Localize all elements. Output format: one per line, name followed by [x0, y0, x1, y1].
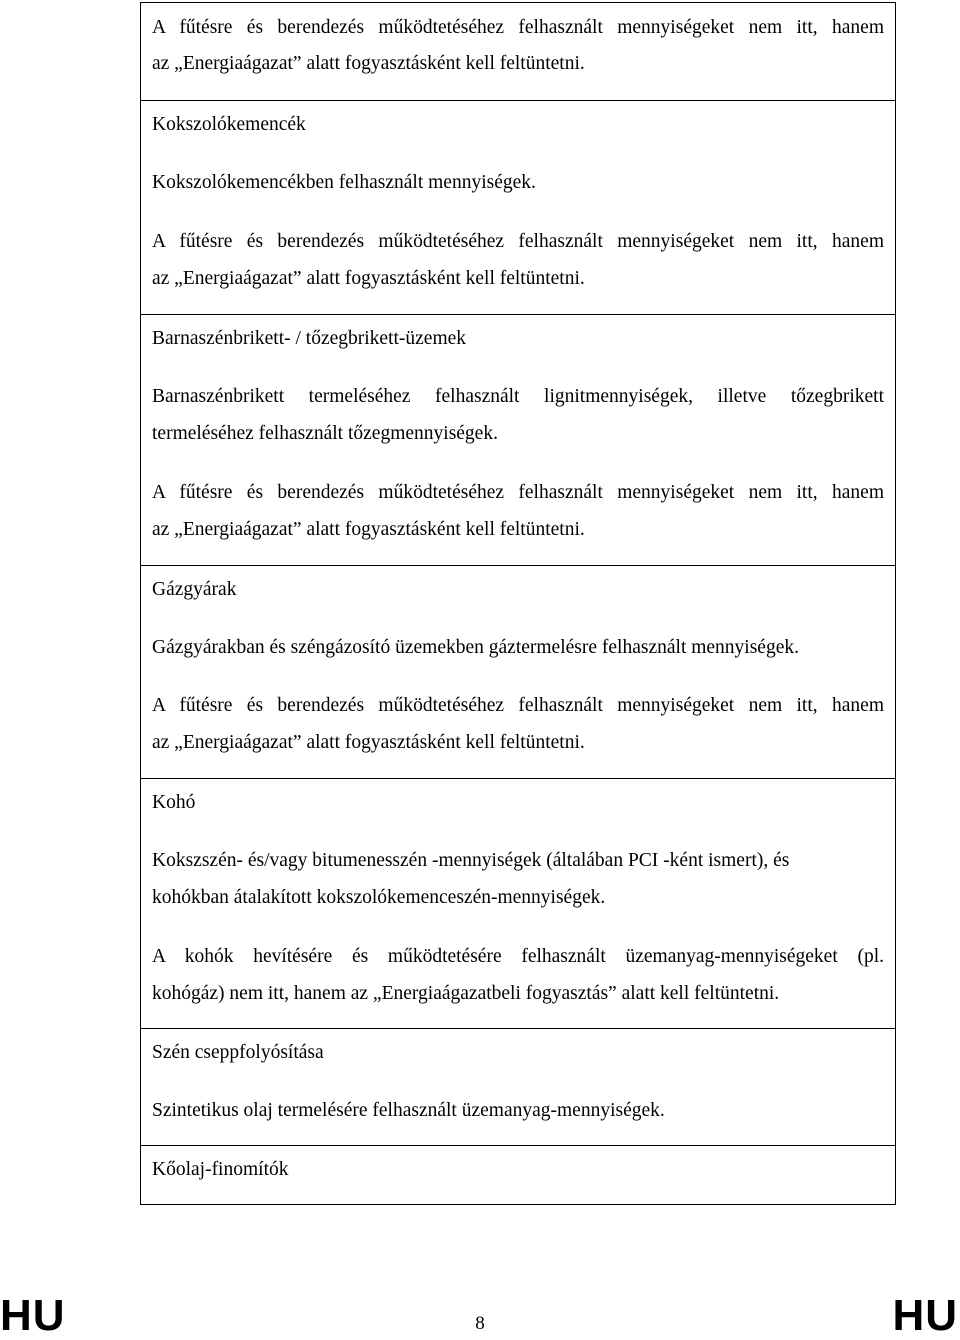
section-title: Kőolaj-finomítók [152, 1159, 289, 1180]
table-section [141, 1028, 895, 1145]
table-section [141, 565, 895, 778]
paragraph-line: A kohók hevítésére és működtetésére felhasznált üzemanyag-mennyiségeket (pl. [152, 946, 884, 967]
table-section [141, 100, 895, 314]
paragraph-line: kohókban átalakított kokszolókemenceszén-mennyiségek. [152, 887, 606, 908]
paragraph-line: Gázgyárakban és széngázosító üzemekben gáztermelésre felhasznált mennyiségek. [152, 637, 799, 658]
paragraph-line: Barnaszénbrikett termeléséhez felhasznált lignitmennyiségek, illetve tőzegbrikett [152, 386, 884, 407]
footer-language-label-left: HU [0, 1291, 66, 1340]
section-title: Kokszolókemencék [152, 114, 306, 135]
section-title: Gázgyárak [152, 579, 237, 600]
section-title: Kohó [152, 792, 196, 813]
paragraph-line: A fűtésre és berendezés működtetéséhez felhasznált mennyiségeket nem itt, hanem [152, 231, 884, 252]
paragraph-line: az „Energiaágazat” alatt fogyasztásként kell feltüntetni. [152, 732, 585, 753]
section-title: Barnaszénbrikett- / tőzegbrikett-üzemek [152, 328, 467, 349]
paragraph-line: A fűtésre és berendezés működtetéséhez felhasznált mennyiségeket nem itt, hanem [152, 17, 884, 38]
definitions-table [140, 2, 896, 1205]
page-number: 8 [475, 1313, 485, 1334]
section-title: Szén cseppfolyósítása [152, 1042, 324, 1063]
paragraph-line: A fűtésre és berendezés működtetéséhez felhasznált mennyiségeket nem itt, hanem [152, 695, 884, 716]
paragraph-line: Szintetikus olaj termelésére felhasznált üzemanyag-mennyiségek. [152, 1100, 665, 1121]
paragraph-line: Kokszszén- és/vagy bitumenesszén -mennyiségek (általában PCI -ként ismert), és [152, 850, 790, 871]
paragraph-line: az „Energiaágazat” alatt fogyasztásként kell feltüntetni. [152, 519, 585, 540]
paragraph-line: Kokszolókemencékben felhasznált mennyiségek. [152, 172, 536, 193]
table-section [141, 314, 895, 565]
table-section [141, 3, 895, 100]
paragraph-line: kohógáz) nem itt, hanem az „Energiaágazatbeli fogyasztás” alatt kell feltüntetni. [152, 983, 780, 1004]
paragraph-line: az „Energiaágazat” alatt fogyasztásként kell feltüntetni. [152, 268, 585, 289]
table-section [141, 1145, 895, 1204]
paragraph-line: az „Energiaágazat” alatt fogyasztásként kell feltüntetni. [152, 53, 585, 74]
table-section [141, 778, 895, 1028]
footer-language-label-right: HU [892, 1291, 958, 1340]
paragraph-line: A fűtésre és berendezés működtetéséhez felhasznált mennyiségeket nem itt, hanem [152, 482, 884, 503]
paragraph-line: termeléséhez felhasznált tőzegmennyiségek. [152, 423, 498, 444]
